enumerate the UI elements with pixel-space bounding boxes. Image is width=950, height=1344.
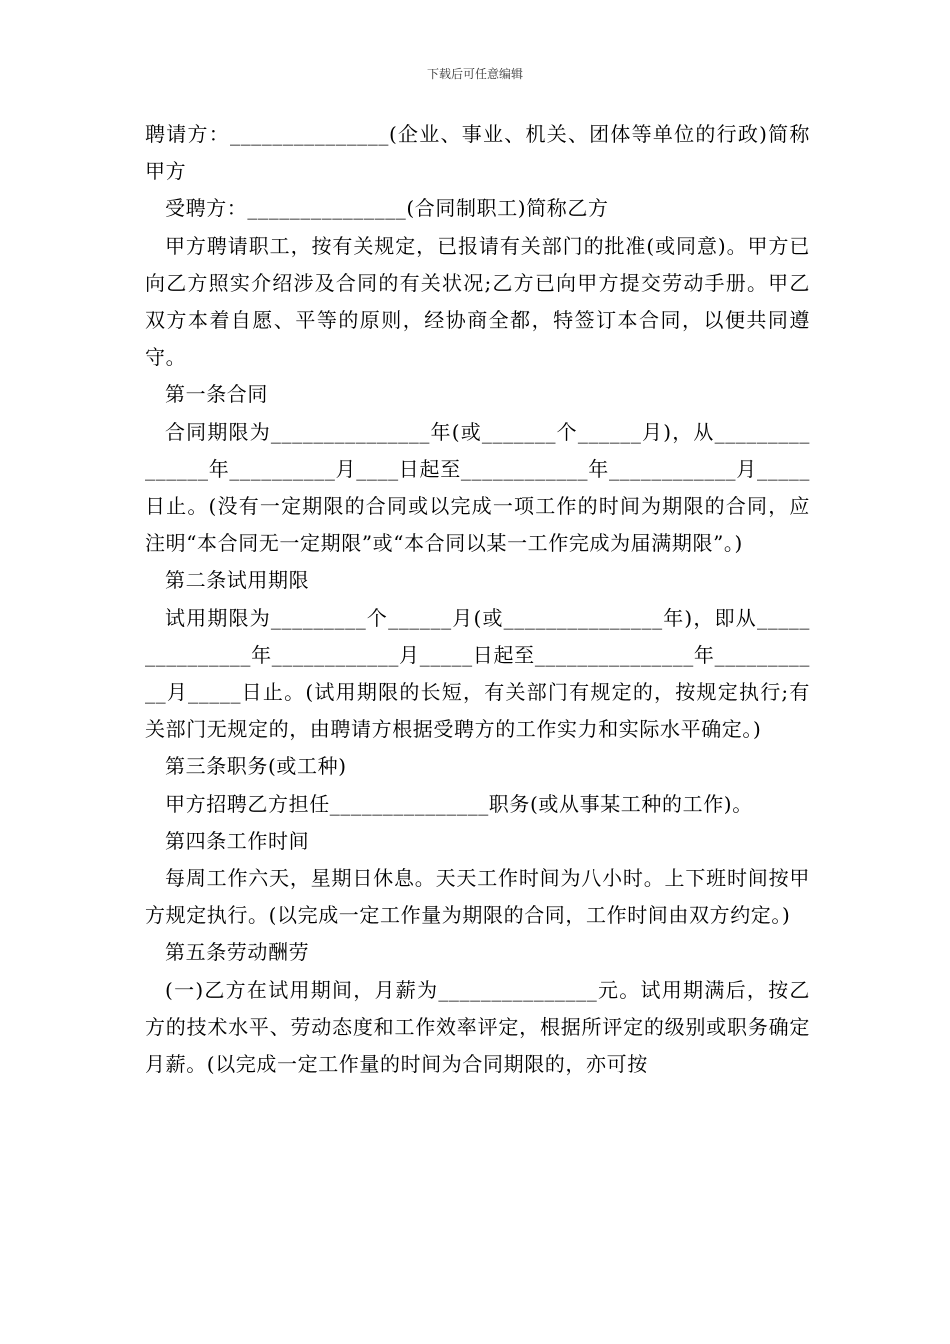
page-header: 下载后可任意编辑 (426, 67, 523, 81)
article-2-body: 试用期限为_________个______月(或_______________年)，即从_______________年____________月_____日起至_______________年___________月_____日止。(试用期限的长短，有关部门有规定的，按规定执行;有关部门无规定的，由聘请方根据受聘方的工作实力和实际水平确定。) (145, 605, 810, 742)
article-3-heading: 第三条职务(或工种) (165, 754, 347, 779)
article-2-heading: 第二条试用期限 (165, 568, 310, 593)
party-a-clause: 聘请方：_______________(企业、事业、机关、团体等单位的行政)简称甲方 (145, 122, 810, 184)
preamble-paragraph: 甲方聘请职工，按有关规定，已报请有关部门的批准(或同意)。甲方已向乙方照实介绍涉及合同的有关状况;乙方已向甲方提交劳动手册。甲乙双方本着自愿、平等的原则，经协商全都，特签订本合同，以便共同遵守。 (145, 233, 810, 370)
article-4-heading: 第四条工作时间 (165, 828, 310, 853)
document-body (145, 116, 810, 1083)
article-4-body: 每周工作六天，星期日休息。天天工作时间为八小时。上下班时间按甲方规定执行。(以完成一定工作量为期限的合同，工作时间由双方约定。) (145, 866, 810, 928)
party-b-clause: 受聘方：_______________(合同制职工)简称乙方 (165, 196, 609, 221)
article-3-body: 甲方招聘乙方担任_______________职务(或从事某工种的工作)。 (165, 791, 753, 816)
article-1-heading: 第一条合同 (165, 382, 268, 407)
article-1-body: 合同期限为_______________年(或_______个______月)，从_______________年__________月____日起至____________年____________月_____日止。(没有一定期限的合同或以完成一项工作的时间为期限的合同，应注明“本合同无一定期限”或“本合同以某一工作完成为届满期限”。) (145, 419, 810, 556)
article-5-body: (一)乙方在试用期间，月薪为_______________元。试用期满后，按乙方的技术水平、劳动态度和工作效率评定，根据所评定的级别或职务确定月薪。(以完成一定工作量的时间为合同期限的，亦可按 (145, 977, 810, 1077)
article-5-heading: 第五条劳动酬劳 (165, 940, 310, 965)
